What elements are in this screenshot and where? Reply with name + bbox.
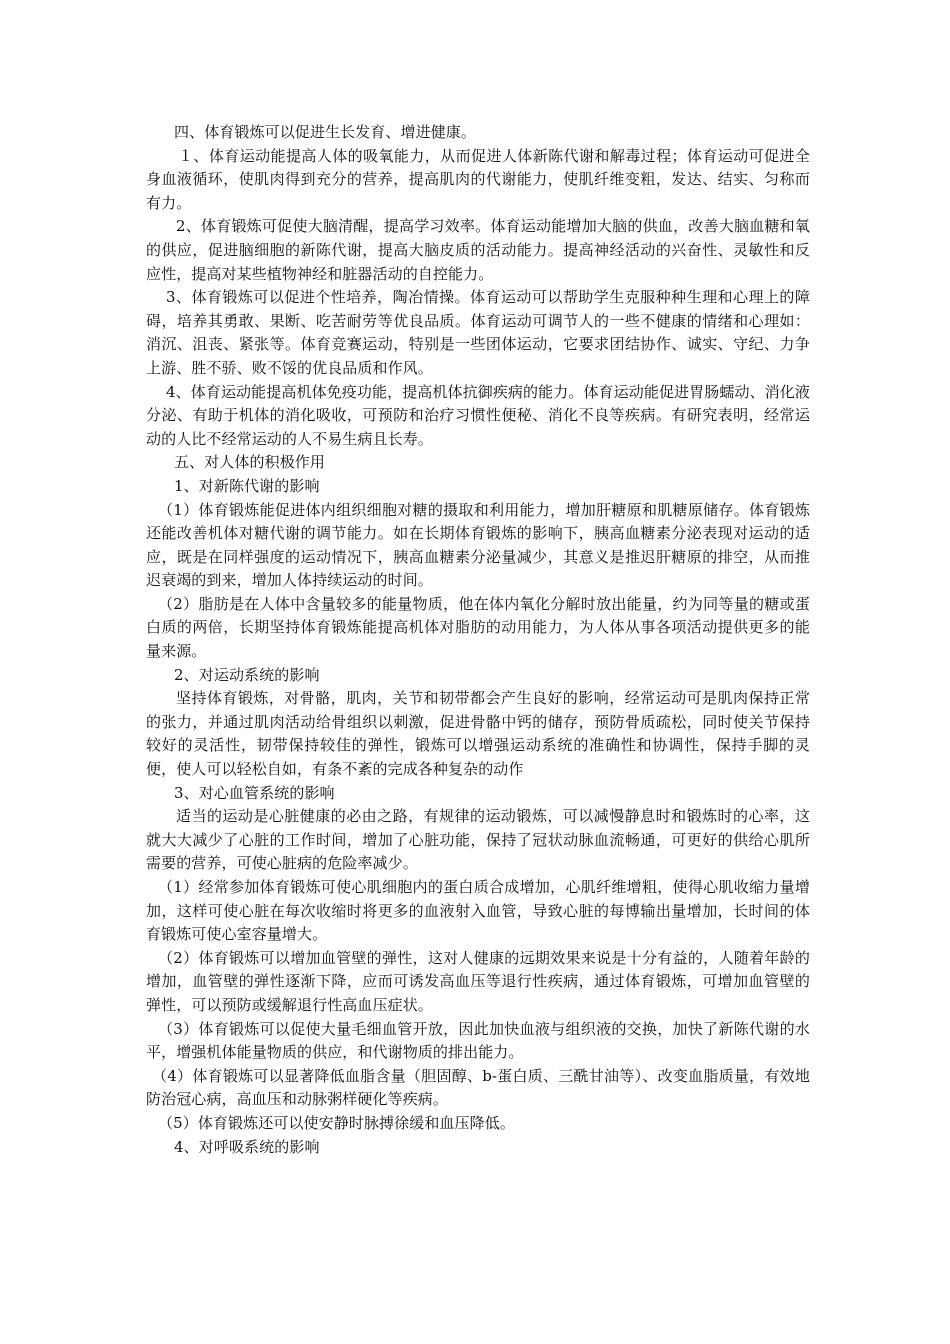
paragraph-motor-system: 坚持体育锻炼，对骨骼，肌肉，关节和韧带都会产生良好的影响，经常运动可是肌肉保持正常的张力，并通过肌肉活动给骨组织以刺激，促进骨骼中钙的储存，预防骨质疏松，同时使关节保持较好的灵活性，韧带保持较佳的弹性，锻炼可以增强运动系统的准确性和协调性，保持手脚的灵便，使人可以轻松自如，有条不紊的完成各种复杂的动作 <box>146 689 810 779</box>
paragraph-heart-health: 适当的运动是心脏健康的必由之路，有规律的运动锻炼，可以减慢静息时和锻炼时的心率，这就大大减少了心脏的工作时间，增加了心脏功能，保持了冠状动脉血流畅通，可更好的供给心肌所需要的营养，可使心脏病的危险率减少。 <box>146 807 810 873</box>
subheading-respiratory: 4、对呼吸系统的影响 <box>174 1137 320 1156</box>
paragraph-blood-lipids: （4）体育锻炼可以显著降低血脂含量（胆固醇、b-蛋白质、三酰甘油等）、改变血脂质量，有效地防治冠心病，高血压和动脉粥样硬化等疾病。 <box>146 1066 810 1109</box>
paragraph-sugar-metabolism: （1）体育锻炼能促进体内组织细胞对糖的摄取和利用能力，增加肝糖原和肌糖原储存。体育锻炼还能改善机体对糖代谢的调节能力。如在长期体育锻炼的影响下，胰高血糖素分泌表现对运动的适应，既是在同样强度的运动情况下，胰高血糖素分泌量减少，其意义是推迟肝糖原的排空，从而推迟衰竭的到来，增加人体持续运动的时间。 <box>146 500 810 590</box>
paragraph-capillaries: （3）体育锻炼可以促使大量毛细血管开放，因此加快血液与组织液的交换，加快了新陈代谢的水平，增强机体能量物质的供应，和代谢物质的排出能力。 <box>146 1019 810 1062</box>
paragraph-vessel-elasticity: （2）体育锻炼可以增加血管壁的弹性，这对人健康的远期效果来说是十分有益的，人随着年龄的增加，血管壁的弹性逐渐下降，应而可诱发高血压等退行性疾病，通过体育锻炼，可增加血管壁的弹性，可以预防或缓解退行性高血压症状。 <box>146 948 810 1014</box>
paragraph-fat: （2）脂肪是在人体中含量较多的能量物质，他在体内氧化分解时放出能量，约为同等量的糖或蛋白质的两倍，长期坚持体育锻炼能提高机体对脂肪的动用能力，为人体从事各项活动提供更多的能量来源。 <box>146 594 810 661</box>
subheading-cardiovascular: 3、对心血管系统的影响 <box>174 783 335 802</box>
paragraph-immunity: 4、体育运动能提高机体免疫功能，提高机体抗御疾病的能力。体育运动能促进胃肠蠕动、消化液分泌、有助于机体的消化吸收，可预防和治疗习惯性便秘、消化不良等疾病。有研究表明，经常运动的人比不经常运动的人不易生病且长寿。 <box>146 382 810 448</box>
subheading-motor-system: 2、对运动系统的影响 <box>174 665 320 684</box>
paragraph-personality: 3、体育锻炼可以促进个性培养，陶冶情操。体育运动可以帮助学生克服种种生理和心理上的障碍，培养其勇敢、果断、吃苦耐劳等优良品质。体育运动可调节人的一些不健康的情绪和心理如：消沉、沮丧、紧张等。体育竞赛运动，特别是一些团体运动，它要求团结协作、诚实、守纪、力争上游、胜不骄、败不馁的优良品质和作风。 <box>146 288 810 377</box>
document-page <box>146 121 810 1159</box>
paragraph-myocardium: （1）经常参加体育锻炼可使心肌细胞内的蛋白质合成增加，心肌纤维增粗，使得心肌收缩力量增加，这样可使心脏在每次收缩时将更多的血液射入血管，导致心脏的每博输出量增加，长时间的体育锻炼可使心室容量增大。 <box>146 878 810 944</box>
section-heading-four: 四、体育锻炼可以促进生长发育、增进健康。 <box>174 123 477 141</box>
section-heading-five: 五、对人体的积极作用 <box>174 453 326 472</box>
paragraph-brain: 2、体育锻炼可促使大脑清醒，提高学习效率。体育运动能增加大脑的供血，改善大脑血糖和氧的供应，促进脑细胞的新陈代谢，提高大脑皮质的活动能力。提高神经活动的兴奋性、灵敏性和反应性，提高对某些植物神经和脏器活动的自控能力。 <box>146 217 810 283</box>
paragraph-oxygen-capacity: １、体育运动能提高人体的吸氧能力，从而促进人体新陈代谢和解毒过程；体育运动可促进全身血液循环，使肌肉得到充分的营养，提高肌肉的代谢能力，使肌纤维变粗，发达、结实、匀称而有力。 <box>146 146 810 212</box>
paragraph-pulse: （5）体育锻炼还可以使安静时脉搏徐缓和血压降低。 <box>158 1113 515 1132</box>
subheading-metabolism: 1、对新陈代谢的影响 <box>174 476 320 495</box>
